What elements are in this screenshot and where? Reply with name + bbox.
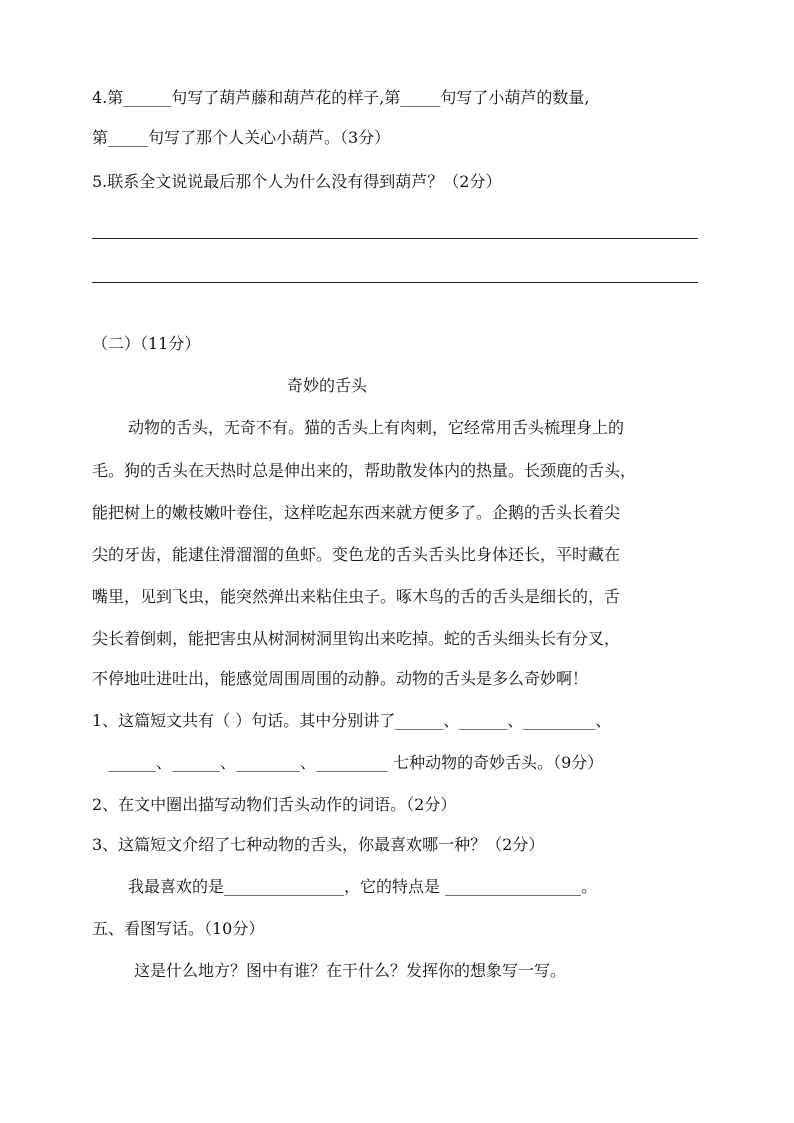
- passage-line: 毛。狗的舌头在天热时总是伸出来的，帮助散发体内的热量。长颈鹿的舌头，: [92, 461, 637, 480]
- section-2-question-1-line-1: 1、这篇短文共有（ ）句话。其中分别讲了______、______、_________、: [92, 711, 612, 730]
- passage-title: 奇妙的舌头: [287, 376, 368, 395]
- passage-line: 不停地吐进吐出，能感觉周围周围的动静。动物的舌头是多么奇妙啊！: [92, 669, 589, 688]
- passage-line: 尖长着倒刺，能把害虫从树洞树洞里钩出来吃掉。蛇的舌头细头长有分叉，: [92, 629, 621, 648]
- section-2-header: （二）（11分）: [92, 334, 201, 353]
- section-2-question-2: 2、在文中圈出描写动物们舌头动作的词语。（2分）: [92, 795, 457, 814]
- passage-line: 尖的牙齿，能逮住滑溜溜的鱼虾。变色龙的舌头舌头比身体还长，平时藏在: [92, 545, 621, 564]
- passage-line: 能把树上的嫩枝嫩叶卷住，这样吃起东西来就方便多了。企鹅的舌头长着尖: [92, 503, 621, 522]
- section-5-header: 五、看图写话。（10分）: [92, 919, 265, 938]
- question-5: 5.联系全文说说最后那个人为什么没有得到葫芦？（2分）: [92, 172, 502, 191]
- section-5-prompt: 这是什么地方？图中有谁？在干什么？发挥你的想象写一写。: [134, 961, 567, 980]
- section-2-question-1-line-2: ______、______、________、_________ 七种动物的奇妙舌头。（9分）: [108, 753, 604, 772]
- question-4-line-2: 第_____句写了那个人关心小葫芦。（3分）: [92, 128, 391, 147]
- answer-line-2[interactable]: [92, 282, 698, 283]
- section-2-question-3: 3、这篇短文介绍了七种动物的舌头，你最喜欢哪一种？（2分）: [92, 835, 545, 854]
- section-2-question-3-answer: 我最喜欢的是_______________，它的特点是 _________________。: [128, 877, 598, 896]
- question-4-line-1: 4.第______句写了葫芦藤和葫芦花的样子,第_____句写了小葫芦的数量,: [92, 88, 590, 107]
- passage-line: 嘴里，见到飞虫，能突然弹出来粘住虫子。啄木鸟的舌的舌头是细长的，舌: [92, 587, 621, 606]
- answer-line-1[interactable]: [92, 238, 698, 239]
- passage-line: 动物的舌头，无奇不有。猫的舌头上有肉刺，它经常用舌头梳理身上的: [128, 418, 625, 437]
